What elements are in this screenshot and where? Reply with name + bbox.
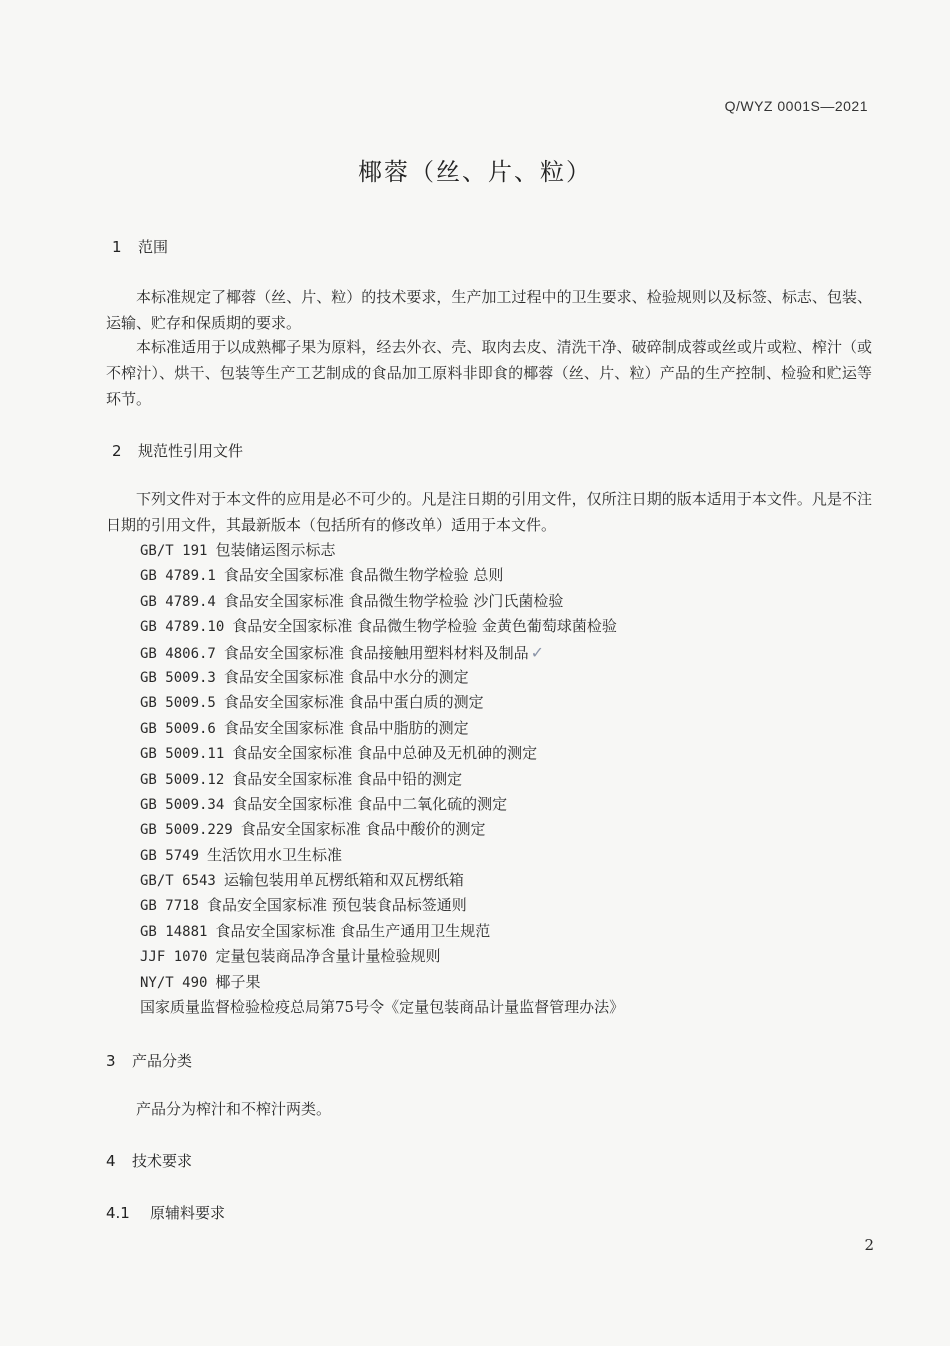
reference-code: GB 4789.1	[140, 568, 216, 585]
reference-code: GB 14881	[140, 923, 208, 940]
reference-code: GB 5009.11	[140, 746, 225, 763]
reference-name: 食品安全国家标准 食品微生物学检验 金黄色葡萄球菌检验	[232, 617, 617, 636]
reference-code: GB 5009.12	[140, 771, 225, 788]
reference-code: GB 5009.5	[140, 695, 216, 712]
scope-paragraph-2: 本标准适用于以成熟椰子果为原料，经去外衣、壳、取肉去皮、清洗干净、破碎制成蓉或丝或片或粒、榨汁（或不榨汁）、烘干、包装等生产工艺制成的食品加工原料非即食的椰蓉（丝、片、粒）产品的生产控制、检验和贮运等环节。	[106, 338, 872, 408]
reference-name: 食品安全国家标准 食品中水分的测定	[223, 667, 469, 686]
reference-item	[140, 741, 624, 766]
reference-code: GB 5009.6	[140, 720, 216, 737]
reference-item	[140, 665, 624, 690]
reference-name: 运输包装用单瓦楞纸箱和双瓦楞纸箱	[223, 871, 464, 890]
reference-item	[140, 944, 624, 969]
reference-list	[140, 538, 624, 1020]
section-number: 1	[112, 238, 122, 256]
reference-item	[140, 792, 624, 817]
reference-item	[140, 614, 624, 639]
page-number: 2	[864, 1236, 874, 1254]
reference-name: 食品安全国家标准 食品中总砷及无机砷的测定	[232, 744, 538, 763]
reference-item	[140, 970, 624, 995]
reference-code: GB 5009.34	[140, 796, 225, 813]
section-number: 2	[112, 442, 122, 460]
document-title: 椰蓉（丝、片、粒）	[358, 158, 592, 186]
reference-item	[140, 995, 624, 1020]
reference-item	[140, 767, 624, 792]
section-title: 规范性引用文件	[138, 442, 244, 460]
subsection-heading-raw-materials	[106, 1202, 225, 1223]
reference-item	[140, 538, 624, 563]
reference-code: JJF 1070	[140, 949, 208, 966]
reference-name: 食品安全国家标准 食品中蛋白质的测定	[223, 693, 484, 712]
reference-name: 包装储运图示标志	[215, 541, 336, 559]
reference-item	[140, 690, 624, 715]
reference-item	[140, 716, 624, 741]
reference-code: GB 5749	[140, 847, 200, 864]
reference-name: 食品安全国家标准 预包装食品标签通则	[207, 896, 467, 915]
reference-item	[140, 868, 624, 893]
reference-name: 生活饮用水卫生标准	[207, 845, 343, 864]
section-title: 产品分类	[132, 1052, 193, 1070]
section-heading-technical	[106, 1150, 192, 1171]
reference-item	[140, 843, 624, 868]
section-number: 4.1	[106, 1204, 130, 1222]
reference-code: GB 4806.7	[140, 645, 216, 662]
reference-code: GB 5009.229	[140, 822, 233, 839]
reference-item	[140, 817, 624, 842]
reference-name: 食品安全国家标准 食品中酸价的测定	[240, 820, 486, 839]
reference-name: 椰子果	[215, 972, 261, 991]
reference-name: 食品安全国家标准 食品接触用塑料材料及制品	[223, 643, 529, 662]
classification-text: 产品分为榨汁和不榨汁两类。	[136, 1100, 332, 1118]
reference-code: GB/T 6543	[140, 873, 216, 890]
reference-name: 食品安全国家标准 食品微生物学检验 沙门氏菌检验	[223, 591, 564, 610]
reference-code: GB/T 191	[140, 543, 208, 559]
reference-name: 食品安全国家标准 食品中铅的测定	[232, 769, 463, 788]
reference-code: NY/T 490	[140, 974, 208, 991]
scope-paragraph-1: 本标准规定了椰蓉（丝、片、粒）的技术要求，生产加工过程中的卫生要求、检验规则以及标签、标志、包装、运输、贮存和保质期的要求。	[106, 288, 872, 332]
reference-code: GB 5009.3	[140, 669, 216, 686]
section-heading-classification	[106, 1050, 192, 1071]
reference-code: GB 7718	[140, 898, 200, 915]
reference-code: GB 4789.4	[140, 593, 216, 610]
reference-item	[140, 589, 624, 614]
document-code: Q/WYZ 0001S—2021	[724, 98, 868, 114]
section-title: 原辅料要求	[150, 1204, 226, 1222]
reference-item	[140, 640, 624, 665]
reference-name: 食品安全国家标准 食品生产通用卫生规范	[215, 921, 491, 940]
reference-name: 食品安全国家标准 食品中二氧化硫的测定	[232, 794, 508, 813]
reference-item	[140, 563, 624, 588]
reference-name: 食品安全国家标准 食品中脂肪的测定	[223, 718, 469, 737]
reference-code: GB 4789.10	[140, 619, 225, 636]
reference-name: 定量包装商品净含量计量检验规则	[215, 947, 441, 966]
section-heading-scope	[112, 236, 168, 257]
section-title: 技术要求	[132, 1152, 193, 1170]
reference-name: 食品安全国家标准 食品微生物学检验 总则	[223, 566, 504, 585]
section-heading-references	[112, 440, 243, 461]
section-number: 4	[106, 1152, 116, 1170]
references-intro: 下列文件对于本文件的应用是必不可少的。凡是注日期的引用文件，仅所注日期的版本适用于本文件。凡是不注日期的引用文件，其最新版本（包括所有的修改单）适用于本文件。	[106, 490, 872, 534]
section-number: 3	[106, 1052, 116, 1070]
reference-item	[140, 893, 624, 918]
reference-item	[140, 919, 624, 944]
reference-name: 国家质量监督检验检疫总局第75号令《定量包装商品计量监督管理办法》	[140, 998, 625, 1017]
checkmark-icon: ✓	[530, 642, 545, 662]
section-title: 范围	[138, 238, 169, 256]
